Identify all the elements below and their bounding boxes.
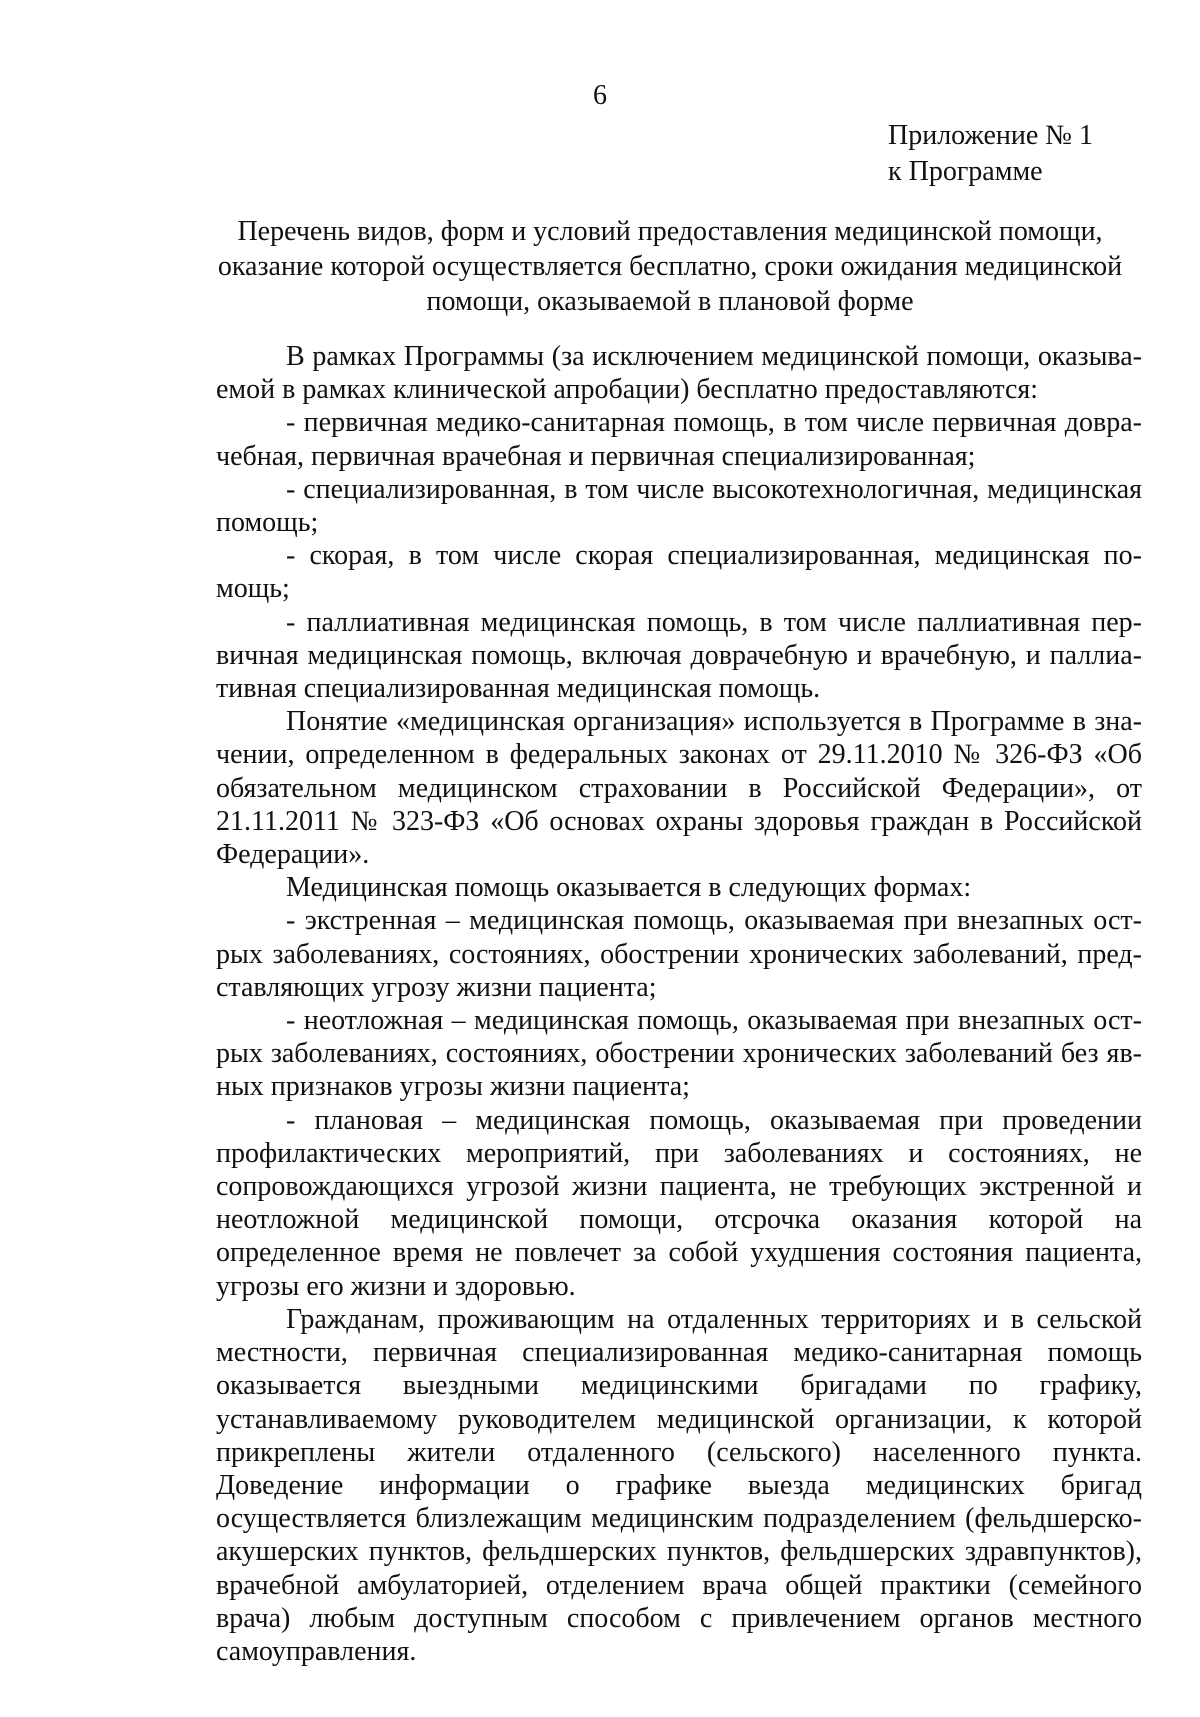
- list-item: - скорая, в том числе скорая специализированная, медицинская помощь;: [216, 540, 1142, 605]
- paragraph: Гражданам, проживающим на отдаленных территориях и в сельской местности, первичная специализированная медико-санитарная помощь оказывается выездными медицинскими бригадами по графику, устанавливаемому руководителем медицинской организации, к которой прикреплены жители отдаленного (сельского) населенного пункта. Доведение информации о графике выезда медицинских бригад осуществляется близлежащим медицинским подразделением (фельдшерско-акушерских пунктов, фельдшерских пунктов, фельдшерских здравпунктов), врачебной амбулаторией, отделением врача общей практики (семейного врача) любым доступным способом с привлечением органов местного самоуправления.: [216, 1303, 1142, 1667]
- list-item: - экстренная – медицинская помощь, оказываемая при внезапных острых заболеваниях, состояниях, обострении хронических заболеваний, представляющих угрозу жизни пациента;: [216, 905, 1142, 1003]
- list-item: - плановая – медицинская помощь, оказываемая при проведении профилактических мероприятий, при заболеваниях и состояниях, не сопровождающихся угрозой жизни пациента, не требующих экстренной и неотложной медицинской помощи, отсрочка оказания которой на определенное время не повлечет за собой ухудшения состояния пациента, угрозы его жизни и здоровью.: [216, 1104, 1142, 1302]
- annex-line-1: Приложение № 1: [888, 120, 1093, 151]
- list-item: - специализированная, в том числе высокотехнологичная, медицинская помощь;: [216, 473, 1142, 539]
- page-number: 6: [593, 80, 607, 111]
- list-item: - неотложная – медицинская помощь, оказываемая при внезапных острых заболеваниях, состояниях, обострении хронических заболеваний без явных признаков угрозы жизни пациента;: [216, 1005, 1142, 1103]
- list-item: - паллиативная медицинская помощь, в том числе паллиативная первичная медицинская помощь, включая доврачебную и врачебную, и паллиативная специализированная медицинская помощь.: [216, 606, 1142, 705]
- paragraph: Понятие «медицинская организация» используется в Программе в значении, определенном в федеральных законах от 29.11.2010 № 326-ФЗ «Об обязательном медицинском страховании в Российской Федерации», от 21.11.2011 № 323-ФЗ «Об основах охраны здоровья граждан в Российской Федерации».: [216, 706, 1142, 871]
- annex-reference: [888, 118, 1093, 190]
- document-body: [216, 340, 1142, 1668]
- annex-line-2: к Программе: [888, 156, 1043, 187]
- paragraph: В рамках Программы (за исключением медицинской помощи, оказываемой в рамках клинической апробации) бесплатно предоставляются:: [216, 341, 1142, 406]
- list-item: - первичная медико-санитарная помощь, в том числе первичная доврачебная, первичная врачебная и первичная специализированная;: [216, 407, 1142, 472]
- document-title: Перечень видов, форм и условий предоставления медицинской помощи, оказание которой осуществляется бесплатно, сроки ожидания медицинской помощи, оказываемой в плановой форме: [217, 216, 1123, 317]
- paragraph: Медицинская помощь оказывается в следующих формах:: [286, 872, 972, 904]
